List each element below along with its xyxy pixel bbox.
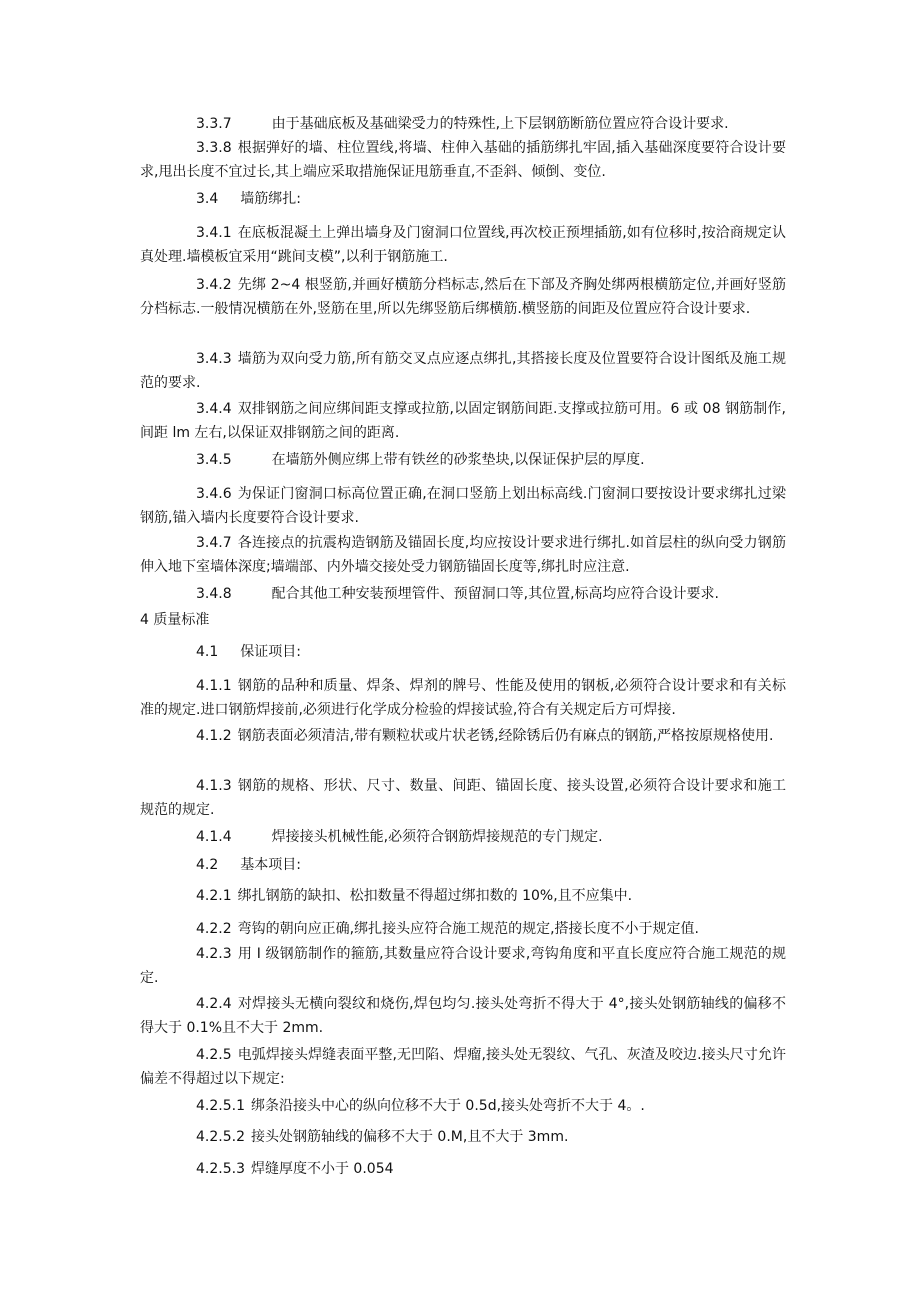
- paragraph-3-3-7: [140, 112, 786, 136]
- clause-text: 墙筋为双向受力筋,所有筋交叉点应逐点绑扎,其搭接长度及位置要符合设计图纸及施工规范的要求.: [140, 351, 786, 391]
- clause-text: 各连接点的抗震构造钢筋及锚固长度,均应按设计要求进行绑扎.如首层柱的纵向受力钢筋伸入地下室墙体深度;墙端部、内外墙交接处受力钢筋锚固长度等,绑扎时应注意.: [140, 535, 786, 575]
- paragraph-3-4-3: [140, 347, 786, 395]
- clause-text: 配合其他工种安装预埋管件、预留洞口等,其位置,标高均应符合设计要求.: [271, 586, 719, 602]
- clause-text: 对焊接头无横向裂纹和烧伤,焊包均匀.接头处弯折不得大于 4°,接头处钢筋轴线的偏移不得大于 0.1%且不大于 2mm.: [140, 996, 786, 1036]
- clause-text: 先绑 2~4 根竖筋,并画好横筋分档标志,然后在下部及齐胸处绑两根横筋定位,并画好竖筋分档标志.一般情况横筋在外,竖筋在里,所以先绑竖筋后绑横筋.横竖筋的间距及位置应符合设计要求.: [140, 277, 786, 317]
- clause-text: 用 I 级钢筋制作的箍筋,其数量应符合设计要求,弯钩角度和平直长度应符合施工规范的规定.: [140, 946, 786, 986]
- clause-text: 墙筋绑扎:: [240, 191, 301, 207]
- clause-number: 3.4.1: [196, 225, 232, 241]
- clause-number: 4.2.5: [196, 1047, 232, 1063]
- paragraph-4-1-2: [140, 724, 786, 748]
- clause-text: 电弧焊接头焊缝表面平整,无凹陷、焊瘤,接头处无裂纹、气孔、灰渣及咬边.接头尺寸允许偏差不得超过以下规定:: [140, 1047, 786, 1087]
- paragraph-3-4-8: [140, 582, 786, 606]
- clause-text: 在墙筋外侧应绑上带有铁丝的砂浆垫块,以保证保护层的厚度.: [271, 452, 645, 468]
- clause-number: 4.2.5.1: [196, 1098, 245, 1114]
- clause-number: 3.3.7: [196, 116, 232, 132]
- paragraph-4-1-4: [140, 825, 786, 849]
- section-heading-4: [140, 608, 786, 632]
- section-heading-text: 4 质量标准: [140, 612, 210, 628]
- clause-text: 钢筋的规格、形状、尺寸、数量、间距、锚固长度、接头设置,必须符合设计要求和施工规范的规定.: [140, 778, 786, 818]
- paragraph-4-2-3: [140, 942, 786, 990]
- clause-text: 焊接接头机械性能,必须符合钢筋焊接规范的专门规定.: [271, 829, 603, 845]
- paragraph-4-1-1: [140, 674, 786, 722]
- clause-number: 4.2.4: [196, 996, 232, 1012]
- clause-text: 根据弹好的墙、柱位置线,将墙、柱伸入基础的插筋绑扎牢固,插入基础深度要符合设计要求,甩出长度不宜过长,其上端应采取措施保证甩筋垂直,不歪斜、倾倒、变位.: [140, 140, 786, 180]
- paragraph-4-1-3: [140, 774, 786, 822]
- clause-text: 基本项目:: [240, 857, 301, 873]
- clause-number: 4.1.2: [196, 728, 232, 744]
- clause-text: 由于基础底板及基础梁受力的特殊性,上下层钢筋断筋位置应符合设计要求.: [271, 116, 729, 132]
- clause-number: 4.2.5.3: [196, 1161, 245, 1177]
- paragraph-3-4-5: [140, 448, 786, 472]
- clause-number: 3.4.3: [196, 351, 232, 367]
- clause-number: 4.1.3: [196, 778, 232, 794]
- clause-text: 钢筋表面必须清洁,带有颗粒状或片状老锈,经除锈后仍有麻点的钢筋,严格按原规格使用.: [237, 728, 774, 744]
- clause-text: 为保证门窗洞口标高位置正确,在洞口竖筋上划出标高线.门窗洞口要按设计要求绑扎过梁钢筋,锚入墙内长度要符合设计要求.: [140, 486, 786, 526]
- paragraph-4-2: [140, 853, 786, 877]
- clause-number: 4.2.5.2: [196, 1129, 245, 1145]
- clause-number: 3.4.2: [196, 277, 232, 293]
- clause-number: 3.4.7: [196, 535, 232, 551]
- paragraph-4-2-2: [140, 917, 786, 941]
- paragraph-3-4-2: [140, 273, 786, 321]
- clause-number: 3.3.8: [196, 140, 232, 156]
- clause-text: 钢筋的品种和质量、焊条、焊剂的牌号、性能及使用的钢板,必须符合设计要求和有关标准的规定.进口钢筋焊接前,必须进行化学成分检验的焊接试验,符合有关规定后方可焊接.: [140, 678, 786, 718]
- clause-number: 3.4.5: [196, 452, 232, 468]
- clause-number: 4.1.1: [196, 678, 232, 694]
- clause-number: 3.4: [196, 191, 219, 207]
- paragraph-4-2-5-1: [140, 1094, 786, 1118]
- paragraph-3-3-8: [140, 136, 786, 184]
- paragraph-4-2-5: [140, 1043, 786, 1091]
- clause-text: 绑扎钢筋的缺扣、松扣数量不得超过绑扣数的 10%,且不应集中.: [237, 888, 633, 904]
- clause-text: 保证项目:: [240, 644, 301, 660]
- clause-number: 4.2: [196, 857, 219, 873]
- clause-number: 3.4.6: [196, 486, 232, 502]
- clause-text: 焊缝厚度不小于 0.054: [250, 1161, 394, 1177]
- paragraph-3-4-6: [140, 482, 786, 530]
- paragraph-4-2-1: [140, 884, 786, 908]
- clause-text: 弯钩的朝向应正确,绑扎接头应符合施工规范的规定,搭接长度不小于规定值.: [237, 921, 699, 937]
- clause-number: 4.1.4: [196, 829, 232, 845]
- paragraph-4-2-5-3: [140, 1157, 786, 1181]
- clause-text: 在底板混凝土上弹出墙身及门窗洞口位置线,再次校正预埋插筋,如有位移时,按洽商规定认真处理.墙模板宜采用“跳间支模”,以利于钢筋施工.: [140, 225, 786, 265]
- clause-text: 绑条沿接头中心的纵向位移不大于 0.5d,接头处弯折不大于 4。.: [250, 1098, 645, 1114]
- paragraph-4-2-5-2: [140, 1125, 786, 1149]
- clause-number: 3.4.8: [196, 586, 232, 602]
- clause-number: 4.1: [196, 644, 219, 660]
- clause-number: 4.2.3: [196, 946, 232, 962]
- clause-number: 4.2.1: [196, 888, 232, 904]
- clause-text: 双排钢筋之间应绑间距支撑或拉筋,以固定钢筋间距.支撑或拉筋可用。6 或 08 钢筋制作,间距 lm 左右,以保证双排钢筋之间的距离.: [140, 401, 786, 441]
- clause-text: 接头处钢筋轴线的偏移不大于 0.M,且不大于 3mm.: [250, 1129, 569, 1145]
- paragraph-3-4-4: [140, 397, 786, 445]
- paragraph-3-4: [140, 187, 786, 211]
- paragraph-4-1: [140, 640, 786, 664]
- clause-number: 3.4.4: [196, 401, 232, 417]
- paragraph-4-2-4: [140, 992, 786, 1040]
- clause-number: 4.2.2: [196, 921, 232, 937]
- paragraph-3-4-7: [140, 531, 786, 579]
- paragraph-3-4-1: [140, 221, 786, 269]
